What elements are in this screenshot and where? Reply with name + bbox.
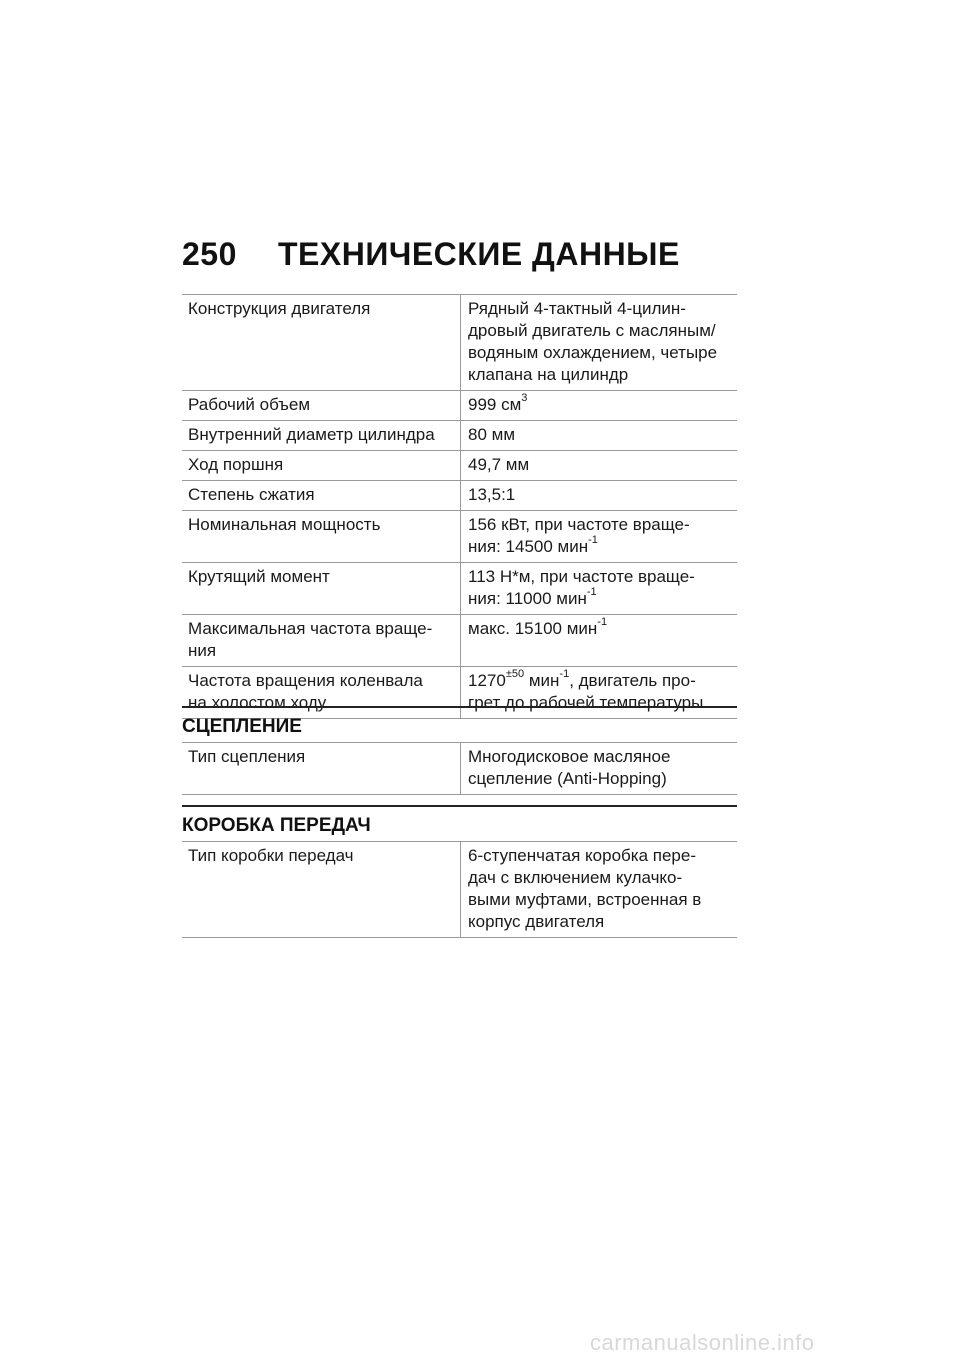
- gearbox-section: [182, 805, 737, 938]
- spec-value: 80 мм: [461, 421, 738, 451]
- spec-value: Многодисковое масляное сцепление (Anti-Hopping): [461, 743, 738, 795]
- spec-value: 6-ступенчатая коробка пере- дач с включением кулачко- выми муфтами, встроенная в корпус двигателя: [461, 842, 738, 938]
- table-row: [182, 842, 737, 938]
- spec-value: 113 Н*м, при частоте враще- ния: 11000 мин$^{-1}$: [461, 563, 738, 615]
- section-title-clutch: СЦЕПЛЕНИЕ: [182, 706, 737, 740]
- table-row: [182, 391, 737, 421]
- clutch-table: [182, 742, 737, 795]
- spec-key: Крутящий момент: [182, 563, 461, 615]
- table-row: [182, 563, 737, 615]
- table-row: [182, 451, 737, 481]
- table-row: [182, 421, 737, 451]
- spec-key: Ход поршня: [182, 451, 461, 481]
- spec-key: Внутренний диаметр цилиндра: [182, 421, 461, 451]
- table-row: [182, 511, 737, 563]
- page-number: 250: [182, 236, 237, 272]
- watermark: carmanualsonline.info: [590, 1330, 815, 1355]
- page-header: [182, 236, 742, 286]
- spec-key: Степень сжатия: [182, 481, 461, 511]
- spec-value: макс. 15100 мин$^{-1}$: [461, 615, 738, 667]
- spec-value: 999 $см^3$: [461, 391, 738, 421]
- table-row: [182, 615, 737, 667]
- engine-specs-section: [182, 294, 737, 719]
- spec-key: Тип коробки передач: [182, 842, 461, 938]
- spec-key: Номинальная мощность: [182, 511, 461, 563]
- engine-specs-table: [182, 294, 737, 719]
- gearbox-table: [182, 841, 737, 938]
- table-row: [182, 481, 737, 511]
- spec-value: $1270^{\pm 50}$ мин$^{-1}$, двигатель про- грет до рабочей температуры: [461, 667, 738, 719]
- table-row: [182, 743, 737, 795]
- spec-value: 13,5:1: [461, 481, 738, 511]
- table-row: [182, 295, 737, 391]
- spec-key: Тип сцепления: [182, 743, 461, 795]
- spec-key: Конструкция двигателя: [182, 295, 461, 391]
- spec-value: 156 кВт, при частоте враще- ния: 14500 мин$^{-1}$: [461, 511, 738, 563]
- section-title-gearbox: КОРОБКА ПЕРЕДАЧ: [182, 805, 737, 839]
- spec-key: Максимальная частота враще- ния: [182, 615, 461, 667]
- spec-key: Частота вращения коленвала на холостом ходу: [182, 667, 461, 719]
- spec-value: Рядный 4-тактный 4-цилин- дровый двигатель с масляным/ водяным охлаждением, четыре клапана на цилиндр: [461, 295, 738, 391]
- page-title: ТЕХНИЧЕСКИЕ ДАННЫЕ: [278, 236, 680, 272]
- spec-value: 49,7 мм: [461, 451, 738, 481]
- clutch-section: [182, 706, 737, 795]
- spec-key: Рабочий объем: [182, 391, 461, 421]
